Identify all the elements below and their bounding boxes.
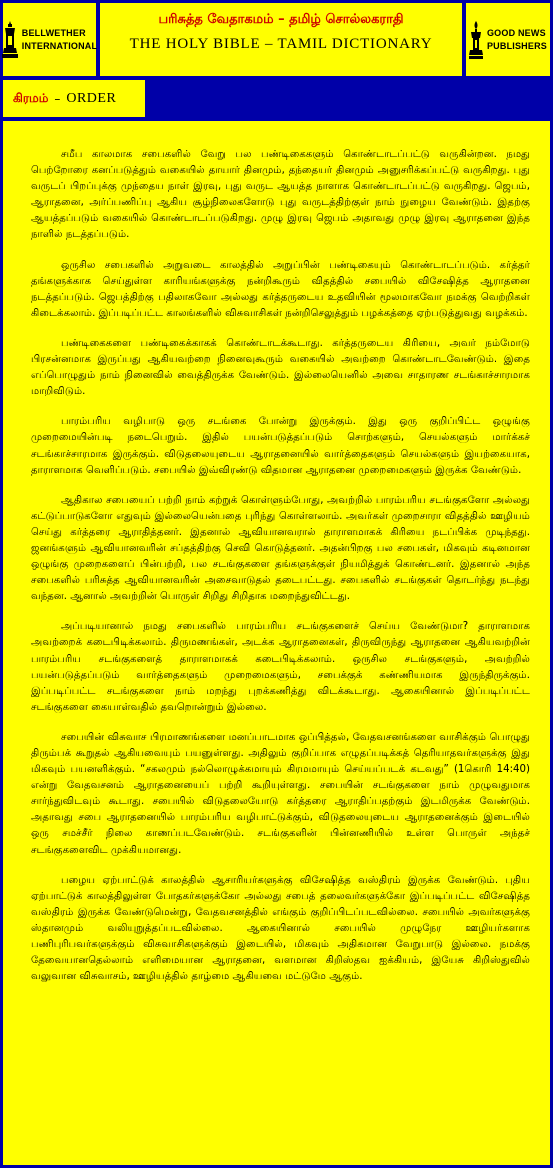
bellwether-logo-line1: BELLWETHER (21, 27, 86, 38)
paragraph-1: சமீப காலமாக சபைகளில் வேறு பல பண்டிகைகளும் கொண்டாடப்பட்டு வருகின்றன. நமது பெற்றோரை கனப்படுத்தும் வகையில் தாயார் தினமும், தந்தையர் தினமும் அனுசரிக்கப்பட்டு வருகிறது. புது வருடப் பிறப்புக்கு முந்தைய நாள் இரவு, புது வருட ஆயத்த நாளாக கொண்டாடப்பட்டு வருகிறது. ஜெபம், ஆராதனை, அர்ப்பணிப்பு ஆகிய சூழ்நிலைகளோடு புது வருடத்திற்குள் நாம் நுழைய வேண்டும். இதற்கு ஆயத்தப்படும் வகையில் கொண்டாடப்படுகிறது. முழு இரவு ஜெபம் அதாவது முழு இரவு ஆராதனை இந்த நாளில் நடத்தப்படும். (31, 149, 530, 241)
paragraph-5: ஆதிகால சபையைப் பற்றி நாம் கற்றுக் கொள்ளும்போது, அவற்றில் பாரம்பரிய சடங்குகளோ அல்லது கட்டுப்பாடுகளோ எதுவும் இல்லையென்பதை புரிந்து கொள்ளலாம். அவர்கள் முறைசாரா விதத்தில் ஊழியம் செய்து கர்த்தரை ஆராதித்தனர். இதனால் ஆவியானவரால் தாராளமாகக் கிரியை நடப்பிக்க முடிந்தது. ஜனங்களும் ஆவியானவரின் சப்தத்திற்கு செவி கொடுத்தனர். அதன்பிறகு பல சபைகள், மிகவும் கடினமான ஒழுங்கு முறைகளைப் பின்பற்றி, பல சடங்குகளை தங்களுக்குள் நியமித்துக் கொண்டனர். இதனால் அந்த சபைகளில் பரிசுத்த ஆவியானவரின் அசைவாடுதல் தடைபட்டது. சபைகளில் சடங்குகள் தொடர்ந்து நடந்து வந்தன. ஆனால் அவற்றின் பொருள் சிறிது சிறிதாக மறைந்துவிட்டது. (31, 494, 530, 603)
word-heading (3, 80, 145, 117)
paragraph-6: அப்படியானால் நமது சபைகளில் பாரம்பரிய சடங்குகளைச் செய்ய வேண்டுமா? தாராளமாக அவற்றைக் கடைபிடிக்கலாம். திருமணங்கள், அடக்க ஆராதனைகள், திருவிருந்து ஆராதனை ஆகியவற்றின் பாரம்பரிய சடங்குகளைத் தாராளமாகக் கடைபிடிக்கலாம். ஒருசில சடங்குகளும், அவற்றில் பயன்படுத்தப்படும் வார்த்தைகளும் முறைமைகளும், சபைக்குக் கண்ணியமாக இருந்திருக்கும். இப்படிப்பட்ட சடங்குகளை நாம் மறந்து புறக்கணித்து விடக்கூடாது. ஆகையினால் இப்படிப்பட்ட சடங்குகளை கையாள்வதில் தவறொன்றும் இல்லை. (31, 621, 530, 713)
paragraph-2: ஒருசில சபைகளில் அறுவடை காலத்தில் அறுப்பின் பண்டிகையும் கொண்டாடப்படும். கர்த்தர் தங்களுக்காக செய்துள்ள காரியங்களுக்கு நன்றிகூரும் விதத்தில் சபையில் விசேஷித்த ஆராதனை நடத்தப்படும். ஜெபத்திற்கு பதிலாகவோ அல்லது கர்த்தருடைய உதவியின் மூலமாகவோ நமக்கு வெற்றிகள் கிடைக்கலாம். இப்படிப்பட்ட காலங்களில் விசுவாசிகள் நன்றிசெலுத்தும் பழக்கத்தை ஏற்படுத்துவது வழக்கம். (31, 259, 530, 319)
title-tamil: பரிசுத்த வேதாகமம் – தமிழ் சொல்லகராதி (158, 12, 404, 27)
good-news-logo-line1: GOOD NEWS (486, 27, 546, 38)
good-news-logo-line2: PUBLISHERS (486, 40, 547, 51)
bellwether-logo (3, 3, 96, 76)
paragraph-3: பண்டிகைகளை பண்டிகைக்காகக் கொண்டாடக்கூடாது. கர்த்தருடைய கிரியை, அவர் நம்மோடு பிரசன்னமாக இருப்பது ஆகியவற்றை நினைவுகூரும் வகையில் அவற்றை கொண்டாடவேண்டும். இதை எப்பொழுதும் நாம் நினைவில் வைத்திருக்க வேண்டும். இல்லையெனில் அவை சாதாரண சடங்காச்சாரமாக மாறிவிடும். (31, 337, 530, 398)
paragraph-8: பழைய ஏற்பாட்டுக் காலத்தில் ஆசாரியர்களுக்கு விசேஷித்த வஸ்திரம் இருக்க வேண்டும். புதிய ஏற்பாட்டுக் காலத்திலுள்ள போதகர்களுக்கோ அல்லது சபைத் தலைவர்களுக்கோ இப்படிப்பட்ட விசேஷித்த வஸ்திரம் இருக்க வேண்டுமென்று, வேதவசனத்தில் எங்கும் குறிப்பிடப்படவில்லை. சபையில் அவர்களுக்கு ஸ்தானமும் வலியுறுத்தப்படவில்லை. ஆகையினால் சபையில் முழுநேர ஊழியர்களாக பணிபுரிபவர்களுக்கும் விசுவாசிகளுக்கும் இடையில், மிகவும் அதிகமான வேறுபாடு இல்லை. நமக்கு தேவையானதெல்லாம் எளிமையான ஆராதனை, வளமான கிறிஸ்தவ ஐக்கியம், இயேசு கிறிஸ்துவில் வலுவான விசுவாசம், ஊழியத்தில் தாழ்மை ஆகியவை மட்டுமே ஆகும். (31, 874, 530, 983)
title-english: THE HOLY BIBLE – TAMIL DICTIONARY (129, 36, 433, 52)
bellwether-logo-line2: INTERNATIONAL (21, 40, 98, 51)
page-title-box (100, 3, 462, 76)
article-body (3, 121, 550, 1165)
lantern-icon (2, 20, 18, 60)
word-tamil: கிரமம் (13, 90, 49, 105)
lamp-icon (469, 20, 483, 60)
paragraph-7: சபையின் விசுவாச பிரமாணங்களை மனப்பாடமாக ஒப்பித்தல், வேதவசனங்களை வாசிக்கும் பொழுது திரும்பக் கூறுதல் ஆகியவையும் பயனுள்ளது. அதிலும் குறிப்பாக எழுதப்படிக்கத் தெரியாதவர்களுக்கு இது மிகவும் பயனளிக்கும். “சகலமும் நல்லொழுக்கமாயும் கிரமமாயும் செய்யப்படக் கடவது” (1கொரி 14:40) என்று வேதவசனம் ஆராதனையைப் பற்றி கூறியுள்ளது. சபையின் சடங்குகளை நாம் முழுவதுமாக சார்ந்துவிடவும் கூடாது. சபையில் விடுதலையோடு கர்த்தரை ஆராதிப்பதற்கும் இடமிருக்க வேண்டும். அதாவது சபை ஆராதனையில் பாரம்பரிய வழிபாட்டுக்கும், விடுதலையுடைய ஆராதனைக்கும் இடையில் ஒரு சமச்சீர் நிலை காணப்படவேண்டும். சடங்குகளின் பின்னணியில் உள்ள பொருள் அந்தச் சடங்குகளைவிட முக்கியமானது. (31, 731, 530, 856)
word-separator: – (54, 91, 61, 106)
paragraph-4: பாரம்பரிய வழிபாடு ஒரு சடங்கை போன்று இருக்கும். இது ஒரு குறிப்பிட்ட ஒழுங்கு முறைமையின்படி நடைபெறும். இதில் பயன்படுத்தப்படும் சொற்களும், செயல்களும் மார்க்கச் சடங்காச்சாரமாக இருக்கும். விடுதலையுடைய ஆராதனையில் வார்த்தைகளும் செயல்களும் இயற்கையாக, தாராளமாக வெளிப்படும். சபையில் இவ்விரண்டு விதமான ஆராதனை முறைமைகளும் இருக்க வேண்டும். (31, 416, 530, 476)
good-news-logo (466, 3, 550, 76)
word-english: ORDER (66, 90, 117, 106)
